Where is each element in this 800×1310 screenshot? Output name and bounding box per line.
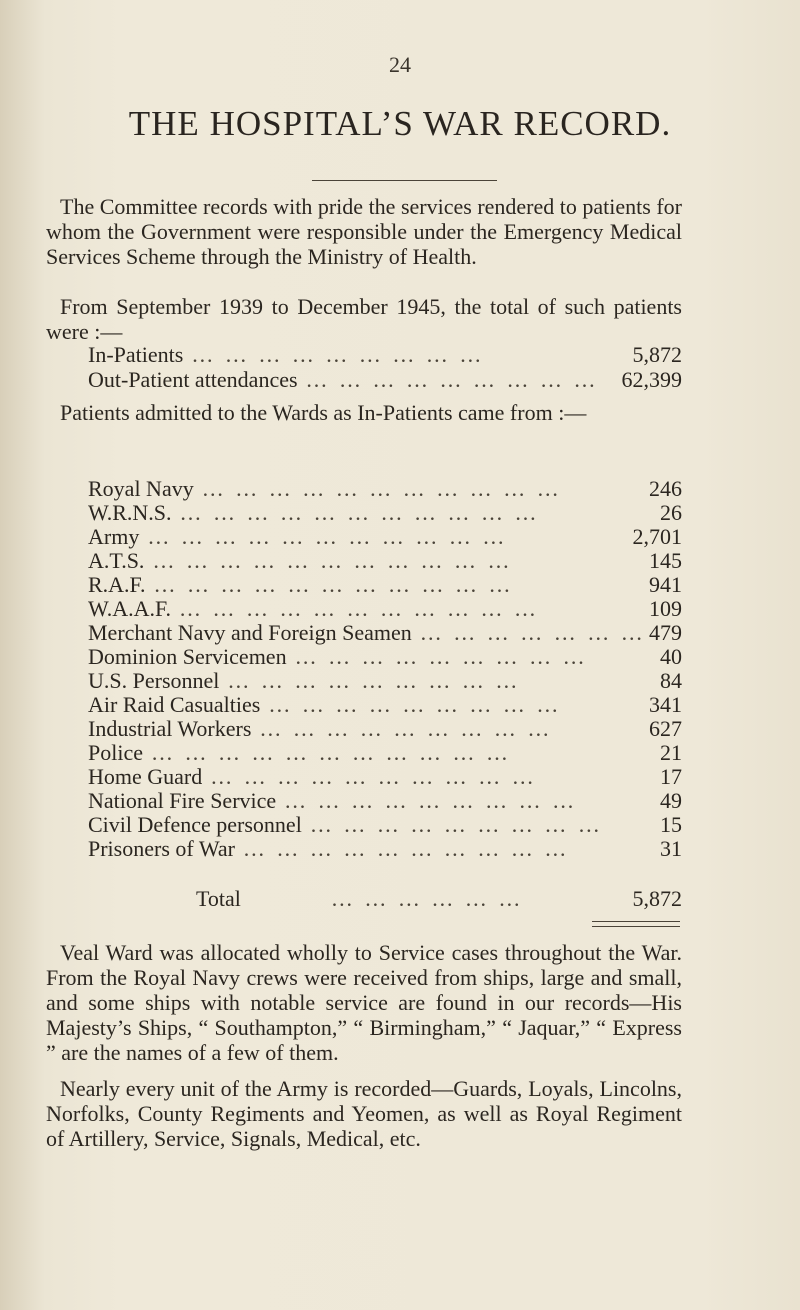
list-item xyxy=(88,812,682,838)
summary-value: 62,399 xyxy=(621,367,682,392)
leader-dots: … … … … … … … … … xyxy=(305,367,599,392)
total-double-rule xyxy=(592,921,680,927)
source-value: 84 xyxy=(660,668,682,693)
leader-dots: … … … … … … … … … … … xyxy=(147,524,508,549)
source-label: A.T.S. xyxy=(88,548,145,573)
list-item xyxy=(88,644,682,670)
source-label: National Fire Service xyxy=(88,788,277,813)
source-label: Home Guard xyxy=(88,764,203,789)
source-label: R.A.F. xyxy=(88,572,146,597)
source-value: 109 xyxy=(649,596,682,621)
list-item xyxy=(88,668,682,694)
closing-paragraph: Veal Ward was allocated wholly to Service cases throughout the War. From the Royal Navy crews were received from ships, large and small, and some ships with notable service are found in our records—His Majesty’s Ships, “ Southampton,” “ Birmingham,” “ Jaquar,” “ Express ” are the names of a few of them. xyxy=(46,940,682,1065)
list-item xyxy=(88,836,682,862)
list-item xyxy=(88,764,682,790)
source-label: W.R.N.S. xyxy=(88,500,172,525)
source-value: 341 xyxy=(649,692,682,717)
total-row xyxy=(196,886,682,912)
summary-label: In-Patients xyxy=(88,342,184,367)
source-value: 941 xyxy=(649,572,682,597)
leader-dots: … … … … … … … … … … … xyxy=(152,548,513,573)
page-title: THE HOSPITAL’S WAR RECORD. xyxy=(128,104,672,143)
leader-dots: … … … … … … … … … … xyxy=(210,764,537,789)
leader-dots: … … … … … … … … … xyxy=(259,716,553,741)
page-number: 24 xyxy=(389,52,411,77)
list-item xyxy=(88,692,682,718)
list-item xyxy=(88,740,682,766)
list-item xyxy=(88,476,682,502)
summary-row xyxy=(88,342,682,368)
source-value: 246 xyxy=(649,476,682,501)
leader-dots: … … … … … … … … … … … xyxy=(151,740,511,765)
leader-dots: … … … … … … … … … xyxy=(191,342,485,367)
leader-dots: … … … … … … … … … … … xyxy=(153,572,514,597)
summary-row xyxy=(88,367,682,393)
list-item xyxy=(88,500,682,526)
list-item xyxy=(88,716,682,742)
leader-dots: … … … … … … … … … xyxy=(268,692,562,717)
source-label: Industrial Workers xyxy=(88,716,252,741)
summary-label: Out-Patient attendances xyxy=(88,367,298,392)
source-value: 49 xyxy=(660,788,682,813)
source-label: Civil Defence personnel xyxy=(88,812,302,837)
intro-paragraph: From September 1939 to December 1945, the total of such patients were :— xyxy=(46,294,682,344)
leader-dots: … … … … … … xyxy=(330,886,524,911)
total-value: 5,872 xyxy=(632,886,682,911)
source-value: 145 xyxy=(649,548,682,573)
source-label: W.A.A.F. xyxy=(88,596,171,621)
leader-dots: … … … … … … … xyxy=(419,620,646,645)
source-label: Army xyxy=(88,524,140,549)
source-label: Royal Navy xyxy=(88,476,194,501)
leader-dots: … … … … … … … … … … xyxy=(242,836,570,861)
intro-paragraph: The Committee records with pride the services rendered to patients for whom the Government were responsible under the Emergency Medical Services Scheme through the Ministry of Health. xyxy=(46,194,682,269)
source-value: 40 xyxy=(660,644,682,669)
leader-dots: … … … … … … … … … xyxy=(294,644,588,669)
list-item xyxy=(88,524,682,550)
leader-dots: … … … … … … … … … … … xyxy=(179,596,539,621)
title-divider xyxy=(312,180,497,181)
source-value: 26 xyxy=(660,500,682,525)
leader-dots: … … … … … … … … … … … xyxy=(179,500,540,525)
list-item xyxy=(88,596,682,622)
list-item xyxy=(88,620,682,646)
total-label: Total xyxy=(196,886,241,911)
source-label: Dominion Servicemen xyxy=(88,644,287,669)
source-value: 15 xyxy=(660,812,682,837)
source-value: 17 xyxy=(660,764,682,789)
source-value: 31 xyxy=(660,836,682,861)
leader-dots: … … … … … … … … … xyxy=(284,788,578,813)
summary-value: 5,872 xyxy=(632,342,682,367)
list-item xyxy=(88,572,682,598)
source-value: 21 xyxy=(660,740,682,765)
leader-dots: … … … … … … … … … xyxy=(227,668,521,693)
source-value: 2,701 xyxy=(632,524,682,549)
source-value: 479 xyxy=(649,620,682,645)
leader-dots: … … … … … … … … … … … xyxy=(201,476,562,501)
source-label: Air Raid Casualties xyxy=(88,692,261,717)
leader-dots: … … … … … … … … … xyxy=(309,812,603,837)
source-label: Prisoners of War xyxy=(88,836,235,861)
source-value: 627 xyxy=(649,716,682,741)
list-item xyxy=(88,788,682,814)
admitted-intro: Patients admitted to the Wards as In-Patients came from :— xyxy=(60,400,587,425)
source-label: Merchant Navy and Foreign Seamen xyxy=(88,620,412,645)
closing-paragraph: Nearly every unit of the Army is recorded—Guards, Loyals, Lincolns, Norfolks, County Regiments and Yeomen, as well as Royal Regiment of Artillery, Service, Signals, Medical, etc. xyxy=(46,1076,682,1151)
source-label: U.S. Personnel xyxy=(88,668,220,693)
list-item xyxy=(88,548,682,574)
source-label: Police xyxy=(88,740,143,765)
